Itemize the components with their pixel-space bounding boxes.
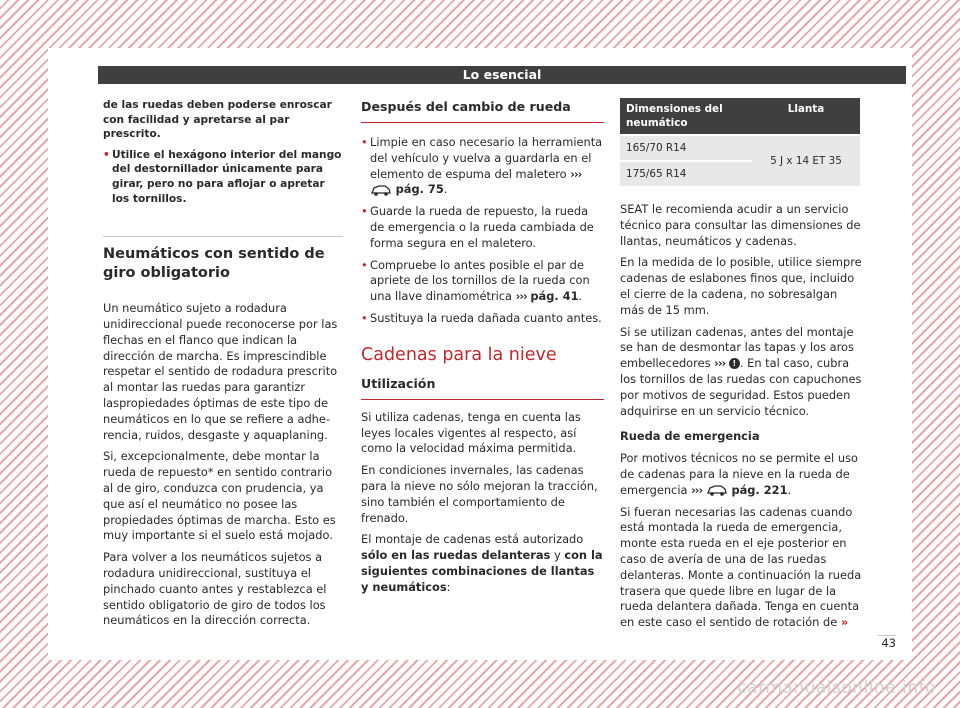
table-cell: 175/65 R14 bbox=[620, 161, 752, 186]
page-reference-link[interactable]: pág. 41 bbox=[530, 289, 579, 304]
car-tool-icon bbox=[706, 484, 728, 496]
paragraph-text: : bbox=[446, 579, 451, 594]
paragraph: En condiciones invernales, las cadenas para la nieve no sólo mejoran la tracción, sino también el comportamiento de frenado. bbox=[361, 463, 598, 525]
continue-arrow-icon: » bbox=[840, 615, 849, 630]
table-header: Llanta bbox=[752, 98, 860, 135]
paragraph: Para volver a los neumáticos sujetos a rodadura unidireccional, sustituya el pinchado cuanto antes y restablezca el sentido obligatorio de giro de todos los neumáticos en la dirección correcta. bbox=[103, 550, 327, 628]
paragraph: En la medida de lo posible, utilice siempre cadenas de eslabones finos que, incluido el cierre de la cadena, no sobresalgan más de 15 mm. bbox=[620, 255, 862, 317]
reference-arrows-icon: ››› bbox=[714, 356, 726, 371]
list-item-text: Compruebe lo antes posible el par de apriete de los tornillos de la rueda con una llave dinamométrica bbox=[370, 257, 590, 304]
paragraph-text: y bbox=[553, 548, 561, 563]
page bbox=[48, 48, 912, 660]
column-3 bbox=[620, 98, 862, 637]
header-bar: Lo esencial bbox=[98, 66, 906, 84]
paragraph bbox=[361, 532, 604, 595]
paragraph-text: El montaje de cadenas está autorizado bbox=[361, 532, 584, 547]
list-item: • Utilice el hexágono interior del mango del destornillador únicamente para girar, pero no para aflojar o apretar los tornillos. bbox=[103, 148, 343, 206]
paragraph: Un neumático sujeto a rodadura unidireccional puede reconocerse por las flechas en el flanco que indican la dirección de marcha. Es imprescindible respetar el sentido de rodadura prescrito al montar las ruedas para garantizr laspropiedades óptimas de este tipo de neumáticos en lo que se refiere a adherencia, ruidos, desgaste y aquaplaning. bbox=[103, 301, 338, 442]
page-reference-link[interactable]: pág. 221 bbox=[731, 482, 788, 497]
page-reference-link[interactable]: pág. 75 bbox=[395, 182, 444, 197]
emphasis-text: sólo en las ruedas delanteras bbox=[361, 548, 551, 563]
list-item-text: Limpie en caso necesario la herramienta del vehículo y vuelva a guardarla en el elemento de espuma del maletero bbox=[370, 135, 603, 181]
table-cell: 5 J x 14 ET 35 bbox=[752, 135, 860, 186]
table-row bbox=[620, 135, 860, 161]
paragraph-text: Si se utilizan cadenas, antes del montaje se han de desmontar las tapas y los aros embellecedores bbox=[620, 324, 854, 371]
list-item: • Sustituya la rueda dañada cuanto antes. bbox=[361, 311, 604, 327]
car-tool-icon bbox=[370, 184, 392, 196]
column-2 bbox=[361, 98, 604, 602]
subheading-emergency-wheel: Rueda de emergencia bbox=[620, 429, 760, 444]
paragraph: Por motivos técnicos no se permite el uso de cadenas para la nieve en la rueda de emergencia ››› pág. 221. bbox=[620, 451, 858, 497]
list-item: • Guarde la rueda de repuesto, la rueda de emergencia o la rueda cambiada de forma segura en el maletero. bbox=[361, 204, 604, 251]
watermark: carmanualsonline.info bbox=[737, 678, 936, 698]
paragraph: SEAT le recomienda acudir a un servicio técnico para consultar las dimensiones de llantas, neumáticos y cadenas. bbox=[620, 202, 861, 248]
paragraph bbox=[620, 505, 862, 631]
paragraph: Si utiliza cadenas, tenga en cuenta las leyes locales vigentes al respecto, así como la velocidad máxima permitida. bbox=[361, 409, 581, 456]
subheading-usage: Utilización bbox=[361, 375, 604, 400]
paragraph bbox=[620, 325, 862, 420]
list-item: • Limpie en caso necesario la herramienta del vehículo y vuelva a guardarla en el elemento de espuma del maletero ››› pág. 75. bbox=[361, 135, 604, 198]
reference-arrows-icon: ››› bbox=[691, 482, 703, 497]
paragraph-text: Por motivos técnicos no se permite el uso de cadenas para la nieve en la rueda de emergencia bbox=[620, 451, 858, 497]
list-item: • Compruebe lo antes posible el par de apriete de los tornillos de la rueda con una llave dinamométrica ››› pág. 41. bbox=[361, 258, 604, 305]
section-title-snow-chains: Cadenas para la nieve bbox=[361, 344, 557, 365]
reference-arrows-icon: ››› bbox=[515, 289, 527, 304]
warning-icon[interactable]: ! bbox=[729, 358, 740, 369]
intro-text: de las ruedas deben poderse enroscar con facilidad y apretarse al par prescrito. bbox=[103, 99, 332, 141]
page-number: 43 bbox=[881, 636, 896, 650]
section-heading-tires: Neumáticos con sentido de giro obligatorio bbox=[103, 236, 343, 283]
paragraph-text: . En tal caso, cubra los tornillos de las ruedas con capuchones por motivos de seguridad. Estos pueden adquirirse en un servicio técnico. bbox=[620, 356, 862, 418]
table-cell: 165/70 R14 bbox=[620, 135, 752, 161]
tire-dimensions-table bbox=[620, 98, 860, 186]
paragraph-text: Si fueran necesarias las cadenas cuando está montada la rueda de emergencia, monte esta rueda en el eje posterior en caso de avería de una de las ruedas delanteras. Monte a continuación la rueda trasera que quede libre en lugar de la rueda delantera dañada. Tenga en cuenta en este caso el sentido de rotación de bbox=[620, 504, 862, 630]
column-1 bbox=[103, 98, 343, 635]
emphasis-text: con la siguientes combinaciones de llantas y neumáticos bbox=[361, 548, 603, 594]
paragraph: Si, excepcionalmente, debe montar la rueda de repuesto* en sentido contrario al de giro, conduzca con prudencia, ya que así el neumático no posee las propiedades óptimas de marcha. Esto es muy importante si el suelo está mojado. bbox=[103, 449, 336, 543]
heading-after-change: Después del cambio de rueda bbox=[361, 98, 604, 123]
reference-arrows-icon: ››› bbox=[570, 166, 582, 181]
table-header: Dimensiones del neumático bbox=[620, 98, 752, 135]
